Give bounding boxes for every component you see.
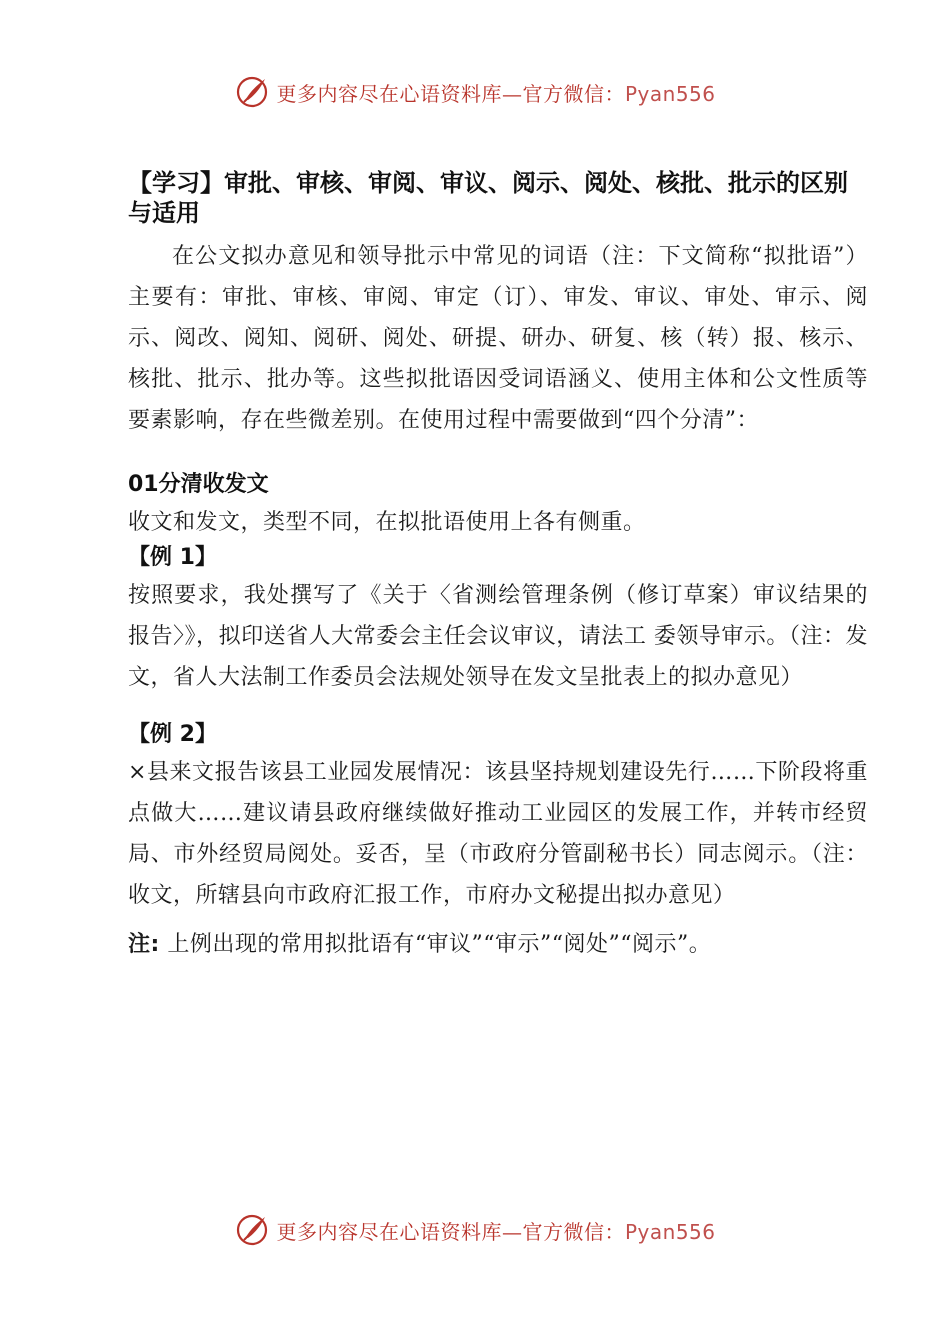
document-body [128,168,868,965]
note-text: 上例出现的常用拟批语有“审议”“审示”“阅处”“阅示”。 [167,932,712,957]
footer-watermark-banner [0,1208,950,1252]
banner-slogan: 更多内容尽在心语资料库—官方微信： [276,81,625,106]
note-paragraph [128,924,868,965]
quill-circle-logo-icon [234,74,270,110]
banner-wechat-id: Pyan556 [624,81,716,106]
section-lead: 收文和发文，类型不同，在拟批语使用上各有侧重。 [128,510,646,535]
banner-slogan: 更多内容尽在心语资料库—官方微信： [276,1219,625,1244]
intro-paragraph: 在公文拟办意见和领导批示中常见的词语（注：下文简称“拟批语”）主要有：审批、审核、审阅、审定（订）、审发、审议、审处、审示、阅示、阅改、阅知、阅研、阅处、研提、研办、研复、核（转）报、核示、核批、批示、批办等。这些拟批语因受词语涵义、使用主体和公文性质等要素影响，存在些微差别。在使用过程中需要做到“四个分清”： [128,244,868,433]
banner-text [276,78,715,107]
example-1-text: 按照要求，我处撰写了《关于〈省测绘管理条例（修订草案）审议结果的报告〉》，拟印送省人大常委会主任会议审议，请法工 委领导审示。（注：发文，省人大法制工作委员会法规处领导在发文呈批表上的拟办意见） [128,583,868,690]
banner-text [276,1216,715,1245]
quill-circle-logo-icon [234,1212,270,1248]
section-heading: 01分清收发文 [128,472,269,497]
header-watermark-banner [0,70,950,114]
banner-wechat-id: Pyan556 [624,1219,716,1244]
example-2-label: 【例 2】 [128,722,217,747]
example-2-text: ×县来文报告该县工业园发展情况：该县坚持规划建设先行……下阶段将重点做大……建议请县政府继续做好推动工业园区的发展工作，并转市经贸局、市外经贸局阅处。妥否，呈（市政府分管副秘书长）同志阅示。（注：收文，所辖县向市政府汇报工作，市府办文秘提出拟办意见） [128,760,868,908]
example-1-label: 【例 1】 [128,545,217,570]
note-label: 注: [128,932,160,957]
page-title: 【学习】审批、审核、审阅、审议、阅示、阅处、核批、批示的区别与适用 [128,169,848,227]
